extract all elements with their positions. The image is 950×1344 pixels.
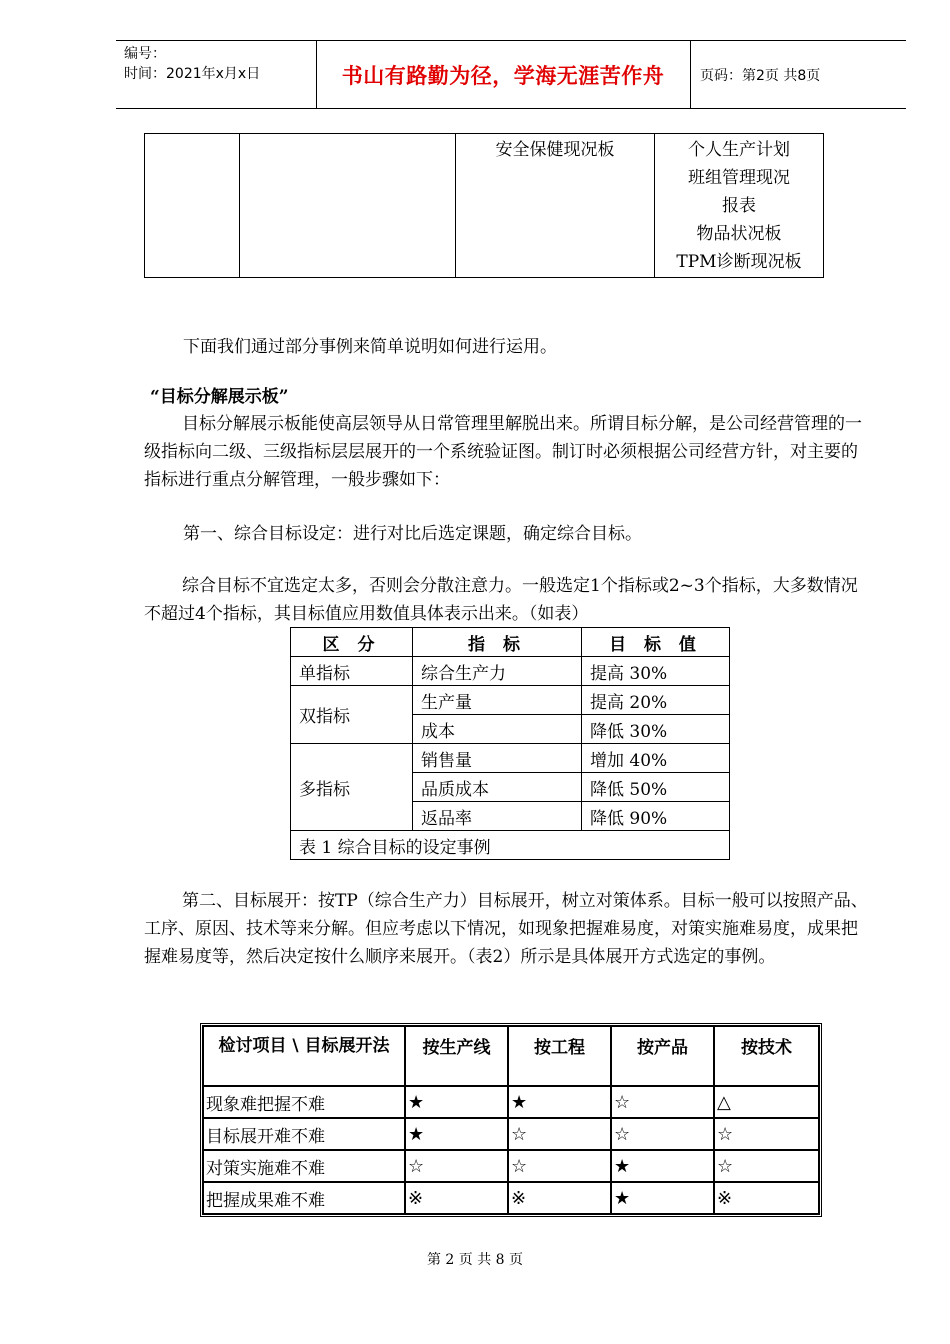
- table2-corner-header: 检讨项目 \ 目标展开法: [203, 1026, 405, 1086]
- target-value: 降低 30%: [582, 715, 730, 744]
- col4-item: 报表: [722, 196, 756, 216]
- table1-header: 区 分: [291, 628, 413, 657]
- rating-symbol: ★: [405, 1086, 508, 1118]
- indicator: 销售量: [413, 744, 582, 773]
- rating-symbol: ☆: [508, 1118, 611, 1150]
- target-value: 降低 90%: [582, 802, 730, 831]
- expansion-table: [200, 1023, 822, 1217]
- step-1: 第一、综合目标设定：进行对比后选定课题，确定综合目标。: [183, 524, 642, 544]
- table1-header: 目 标 值: [582, 628, 730, 657]
- table-row: [203, 1150, 819, 1182]
- indicator: 返品率: [413, 802, 582, 831]
- table-row: [291, 657, 730, 686]
- rating-symbol: ☆: [611, 1118, 714, 1150]
- table2-header: 按工程: [508, 1026, 611, 1086]
- top-table-cell-3: [456, 134, 655, 278]
- group-label: 单指标: [291, 657, 413, 686]
- table-row: [291, 686, 730, 715]
- table1-caption: 表 1 综合目标的设定事例: [291, 831, 730, 860]
- table2-header: 按产品: [611, 1026, 714, 1086]
- table2-header: 按技术: [714, 1026, 819, 1086]
- rating-symbol: ※: [714, 1182, 819, 1214]
- page-header: [116, 40, 906, 109]
- page-info: 页码：第2页 共8页: [700, 67, 821, 84]
- table-row: [203, 1118, 819, 1150]
- header-meta: [116, 41, 317, 108]
- indicator: 生产量: [413, 686, 582, 715]
- rating-symbol: ★: [611, 1150, 714, 1182]
- top-table: [144, 133, 824, 278]
- rating-symbol: ☆: [508, 1150, 611, 1182]
- motto: 书山有路勤为径，学海无涯苦作舟: [341, 63, 665, 88]
- rating-symbol: ☆: [714, 1118, 819, 1150]
- paragraph-2: 综合目标不宜选定太多，否则会分散注意力。一般选定1个指标或2~3个指标，大多数情况不超过4个指标，其目标值应用数值具体表示出来。（如表）: [144, 576, 858, 624]
- table-row: [203, 1086, 819, 1118]
- target-value: 提高 30%: [582, 657, 730, 686]
- header-page-cell: [691, 41, 906, 108]
- row-label: 目标展开难不难: [203, 1118, 405, 1150]
- page-footer: 第 2 页 共 8 页: [426, 1252, 524, 1268]
- table1-header: 指 标: [413, 628, 582, 657]
- header-motto-cell: [316, 41, 691, 108]
- table-row: [203, 1182, 819, 1214]
- intro-text: 下面我们通过部分事例来简单说明如何进行运用。: [183, 337, 557, 357]
- col4-item: TPM诊断现况板: [676, 252, 802, 272]
- top-table-cell-1: [145, 134, 240, 278]
- top-table-cell-2: [240, 134, 456, 278]
- rating-symbol: ★: [405, 1118, 508, 1150]
- section-title: “目标分解展示板”: [150, 387, 289, 407]
- rating-symbol: ☆: [714, 1150, 819, 1182]
- col4-item: 个人生产计划: [688, 140, 790, 160]
- indicator: 综合生产力: [413, 657, 582, 686]
- top-table-col3: 安全保健现况板: [495, 140, 615, 160]
- rating-symbol: ★: [611, 1182, 714, 1214]
- time-label: 时间：2021年x月x日: [124, 66, 261, 82]
- target-value: 降低 50%: [582, 773, 730, 802]
- top-table-col4: [655, 134, 823, 276]
- rating-symbol: ※: [508, 1182, 611, 1214]
- number-label: 编号：: [124, 46, 166, 62]
- top-table-cell-4: [655, 134, 824, 278]
- step-2: 第二、目标展开：按TP（综合生产力）目标展开，树立对策体系。目标一般可以按照产品、工序、原因、技术等来分解。但应考虑以下情况，如现象把握难易度，对策实施难易度，成果把握难易度等，然后决定按什么顺序来展开。（表2）所示是具体展开方式选定的事例。: [144, 891, 868, 967]
- group-label: 双指标: [291, 686, 413, 744]
- row-label: 对策实施难不难: [203, 1150, 405, 1182]
- group-label: 多指标: [291, 744, 413, 831]
- indicator: 品质成本: [413, 773, 582, 802]
- target-value: 增加 40%: [582, 744, 730, 773]
- paragraph-1: 目标分解展示板能使高层领导从日常管理里解脱出来。所谓目标分解，是公司经营管理的一级指标向二级、三级指标层层展开的一个系统验证图。制订时必须根据公司经营方针，对主要的指标进行重点分解管理，一般步骤如下：: [144, 414, 862, 490]
- table-row: [291, 744, 730, 773]
- table2-header: 按生产线: [405, 1026, 508, 1086]
- indicator: 成本: [413, 715, 582, 744]
- rating-symbol: ※: [405, 1182, 508, 1214]
- col4-item: 物品状况板: [696, 224, 782, 244]
- rating-symbol: ☆: [405, 1150, 508, 1182]
- rating-symbol: △: [714, 1086, 819, 1118]
- row-label: 把握成果难不难: [203, 1182, 405, 1214]
- rating-symbol: ★: [508, 1086, 611, 1118]
- target-table: [290, 627, 730, 860]
- rating-symbol: ☆: [611, 1086, 714, 1118]
- target-value: 提高 20%: [582, 686, 730, 715]
- col4-item: 班组管理现况: [688, 168, 790, 188]
- row-label: 现象难把握不难: [203, 1086, 405, 1118]
